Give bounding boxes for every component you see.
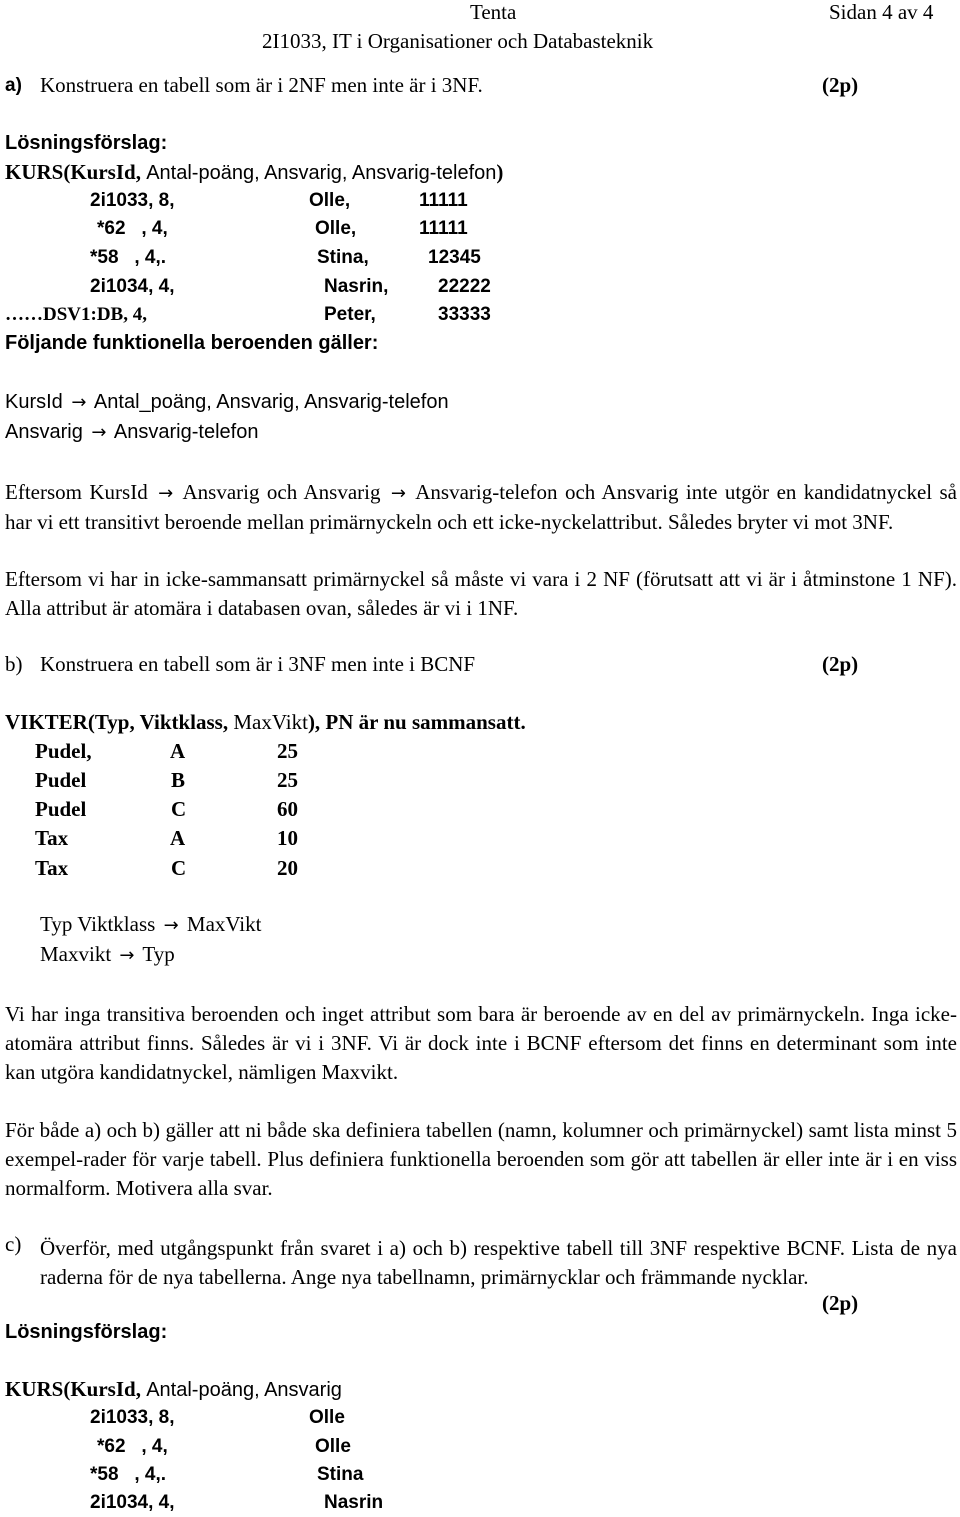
fd-1-determinant: Typ Viktklass xyxy=(40,912,156,936)
vikter-row-4-col-1: Tax xyxy=(35,826,69,850)
header-page-number: Sidan 4 av 4 xyxy=(829,0,934,24)
vikter-row-1-col-2: A xyxy=(170,739,186,763)
question-b-fd-1 xyxy=(40,914,261,935)
kurs-new-table-columns: Antal-poäng, Ansvarig xyxy=(146,1379,342,1401)
vikter-row-2-col-1: Pudel xyxy=(35,768,87,792)
fd-1-dependent: MaxVikt xyxy=(186,912,262,936)
question-a-explanation-2: Eftersom vi har in icke-sammansatt primärnyckel så måste vi vara i 2 NF (förutsatt att vi är i åtminstone 1 NF). Alla attribut är atomära i databasen ovan, således är vi i 1NF. xyxy=(5,567,957,620)
kurs-row-2-col-2: Olle, xyxy=(315,218,357,239)
question-a-explanation-1 xyxy=(5,478,957,537)
vikter-table-name: VIKTER(Typ, Viktklass, xyxy=(5,710,229,734)
kurs-row-3-col-3: 12345 xyxy=(428,247,481,268)
vikter-row-4-col-2: A xyxy=(170,826,186,850)
fd-1-dependent: Antal_poäng, Ansvarig, Ansvarig-telefon xyxy=(93,391,449,413)
kurs-table-columns: Antal-poäng, Ansvarig, Ansvarig-telefon xyxy=(146,162,497,184)
question-a-label: a) xyxy=(5,75,22,96)
question-a-fd-2 xyxy=(5,422,258,442)
fd-2-dependent: Ansvarig-telefon xyxy=(113,421,259,443)
question-a-points: (2p) xyxy=(822,73,859,97)
kurs-row-4-col-3: 22222 xyxy=(438,276,491,297)
question-a-fd-heading: Följande funktionella beroenden gäller: xyxy=(5,332,379,354)
question-a-text: Konstruera en tabell som är i 2NF men inte är i 3NF. xyxy=(40,73,483,97)
kurs-new-row-4-col-2: Nasrin xyxy=(324,1492,384,1513)
kurs-row-5-col-3: 33333 xyxy=(438,304,491,325)
fd-2-dependent: Typ xyxy=(142,942,175,966)
arrow-icon: → xyxy=(119,945,135,966)
kurs-table-name: KURS(KursId, xyxy=(5,160,141,184)
vikter-table-note: ), PN är nu sammansatt. xyxy=(307,710,526,734)
kurs-row-4-col-2: Nasrin, xyxy=(324,276,389,297)
instructions-note: För både a) och b) gäller att ni både ska definiera tabellen (namn, kolumner och primärnyckel) samt lista minst 5 exempel-rader för varje tabell. Plus definiera funktionella beroenden som gör att tabellen är eller inte är i en viss normalform. Motivera alla svar. xyxy=(5,1118,957,1200)
arrow-icon: → xyxy=(390,483,406,504)
question-c-points: (2p) xyxy=(822,1291,859,1315)
vikter-row-3-col-3: 60 xyxy=(277,797,298,821)
kurs-row-1-col-2: Olle, xyxy=(309,190,351,211)
vikter-row-1-col-1: Pudel, xyxy=(35,739,92,763)
question-b-text: Konstruera en tabell som är i 3NF men inte i BCNF xyxy=(40,652,476,676)
kurs-row-2-col-1: *62 , 4, xyxy=(97,218,168,239)
kurs-row-2-col-3: 11111 xyxy=(419,218,468,239)
vikter-row-1-col-3: 25 xyxy=(277,739,298,763)
fd-2-determinant: Maxvikt xyxy=(40,942,112,966)
vikter-row-4-col-3: 10 xyxy=(277,826,298,850)
kurs-row-1-col-1: 2i1033, 8, xyxy=(90,190,175,211)
vikter-row-3-col-1: Pudel xyxy=(35,797,87,821)
question-b-points: (2p) xyxy=(822,652,859,676)
explanation-text: Ansvarig-telefon och Ansvarig inte utgör en kandidatnyckel så har vi ett transitivt beroende mellan primärnyckeln och ett icke-nyckelattribut. Således bryter vi mot 3NF. xyxy=(5,480,958,534)
kurs-table-close: ) xyxy=(496,160,504,184)
kurs-new-row-2-col-2: Olle xyxy=(315,1436,351,1457)
arrow-icon: → xyxy=(158,483,174,504)
kurs-new-table-heading xyxy=(5,1379,342,1400)
kurs-new-row-2-col-1: *62 , 4, xyxy=(97,1436,168,1457)
arrow-icon: → xyxy=(71,392,87,413)
question-b-label: b) xyxy=(5,652,23,676)
question-c-text: Överför, med utgångspunkt från svaret i a) och b) respektive tabell till 3NF respektive BCNF. Lista de nya raderna för de nya tabellerna. Ange nya tabellnamn, primärnycklar och främmande nycklar. xyxy=(40,1236,957,1289)
question-a-fd-1 xyxy=(5,392,449,412)
question-c-label: c) xyxy=(5,1232,22,1256)
fd-1-determinant: KursId xyxy=(5,391,63,413)
question-c-solution-label: Lösningsförslag: xyxy=(5,1321,168,1343)
kurs-new-table-name: KURS(KursId, xyxy=(5,1377,141,1401)
question-a-solution-label: Lösningsförslag: xyxy=(5,132,168,154)
vikter-row-5-col-2: C xyxy=(171,856,187,880)
kurs-row-4-col-1: 2i1034, 4, xyxy=(90,276,175,297)
kurs-row-3-col-2: Stina, xyxy=(317,247,369,268)
vikter-table-heading xyxy=(5,712,526,733)
kurs-new-row-3-col-1: *58 , 4,. xyxy=(90,1464,167,1485)
kurs-row-5-col-2: Peter, xyxy=(324,304,376,325)
kurs-row-3-col-1: *58 , 4,. xyxy=(90,247,167,268)
kurs-new-row-1-col-2: Olle xyxy=(309,1407,345,1428)
question-b-explanation: Vi har inga transitiva beroenden och inget attribut som bara är beroende av en del av primärnyckeln. Inga icke-atomära attribut finns. Således är vi i 3NF. Vi är dock inte i BCNF eftersom det finns en determinant som inte kan utgöra kandidatnyckel, nämligen Maxvikt. xyxy=(5,1002,957,1084)
question-b-fd-2 xyxy=(40,944,175,965)
header-course: 2I1033, IT i Organisationer och Databasteknik xyxy=(262,29,654,53)
kurs-new-row-1-col-1: 2i1033, 8, xyxy=(90,1407,175,1428)
vikter-row-3-col-2: C xyxy=(171,797,187,821)
vikter-row-5-col-3: 20 xyxy=(277,856,298,880)
vikter-row-2-col-2: B xyxy=(171,768,186,792)
kurs-new-row-4-col-1: 2i1034, 4, xyxy=(90,1492,175,1513)
explanation-text: Eftersom KursId xyxy=(5,480,148,504)
kurs-table-heading xyxy=(5,162,503,183)
vikter-row-2-col-3: 25 xyxy=(277,768,298,792)
explanation-text: Ansvarig och Ansvarig xyxy=(182,480,381,504)
kurs-new-row-3-col-2: Stina xyxy=(317,1464,364,1485)
kurs-row-1-col-3: 11111 xyxy=(419,190,468,211)
vikter-row-5-col-1: Tax xyxy=(35,856,69,880)
arrow-icon: → xyxy=(163,915,179,936)
kurs-row-5-col-1: ……DSV1:DB, 4, xyxy=(5,304,147,325)
vikter-table-column: MaxVikt xyxy=(233,710,308,734)
arrow-icon: → xyxy=(91,422,107,443)
header-title: Tenta xyxy=(470,0,517,24)
fd-2-determinant: Ansvarig xyxy=(5,421,83,443)
